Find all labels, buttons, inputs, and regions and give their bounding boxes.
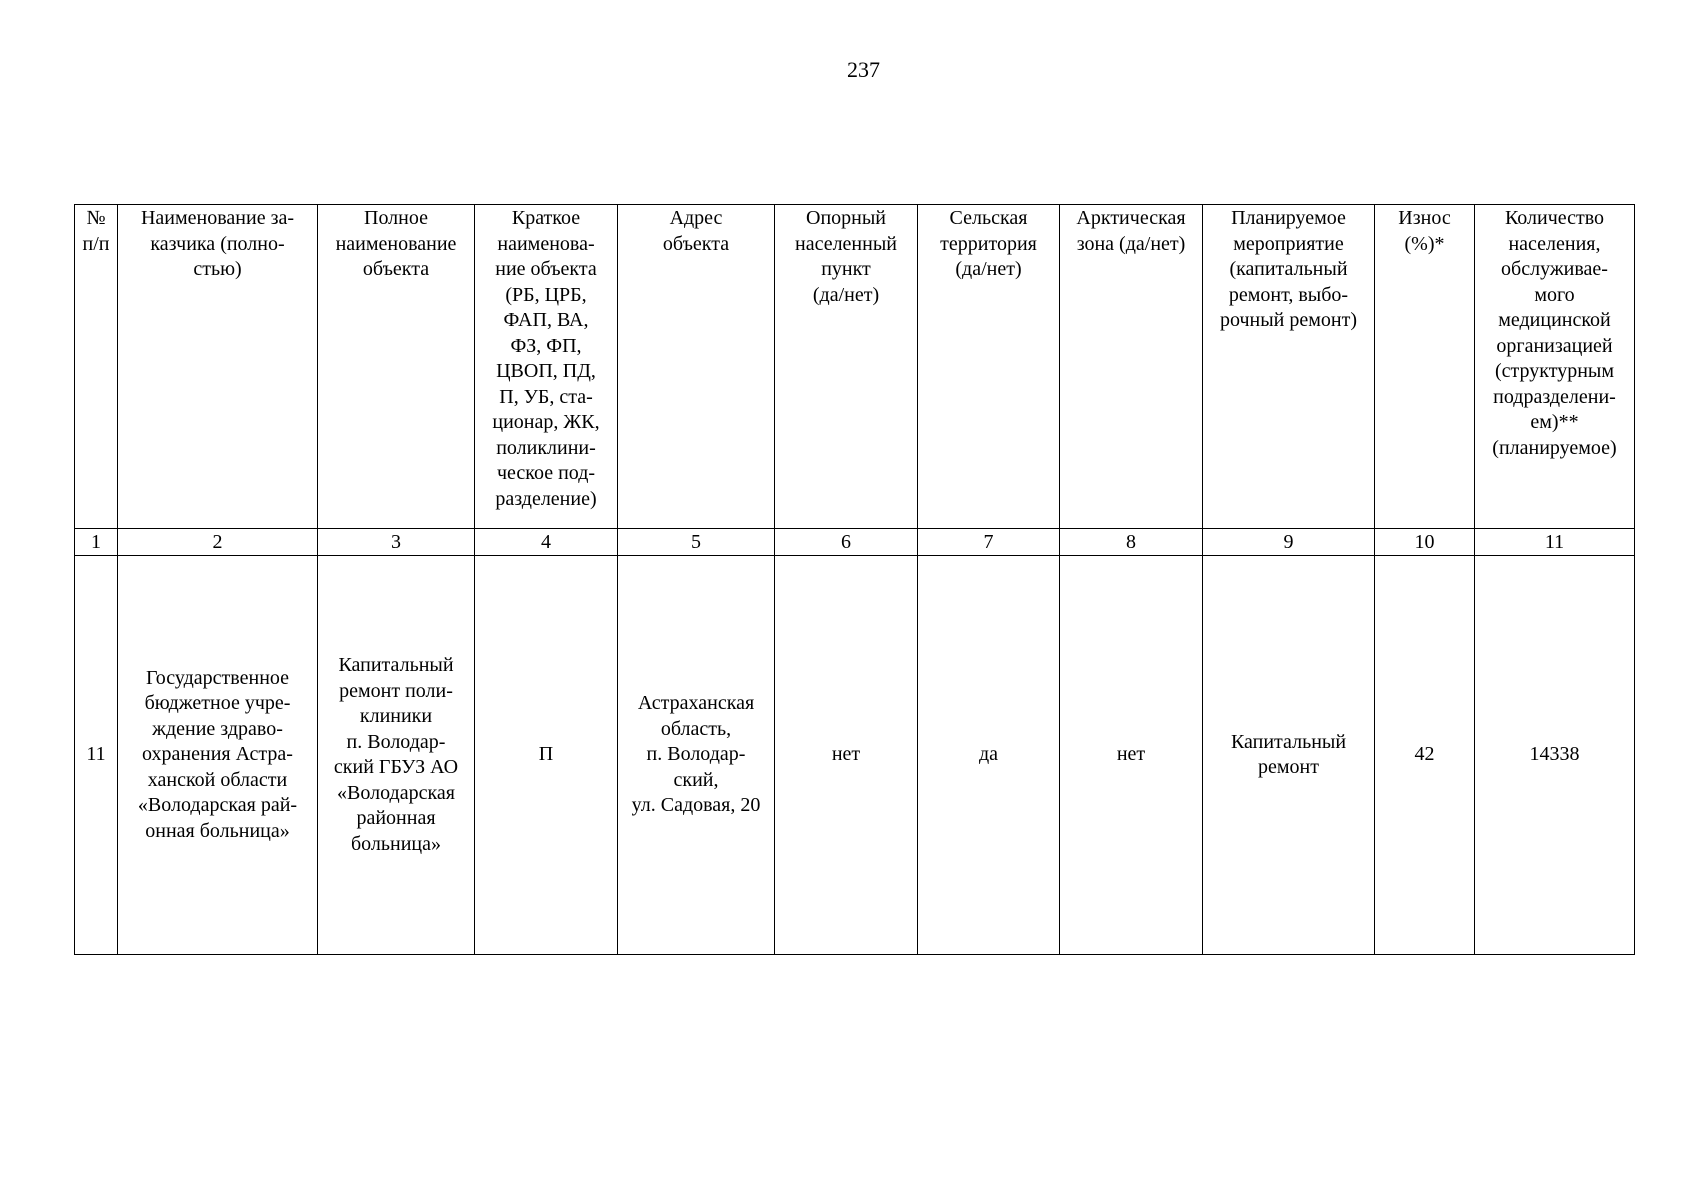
column-number: 9 bbox=[1203, 529, 1375, 556]
object-full-name: Капитальный ремонт поли- клиники п. Володар- ский ГБУЗ АО «Володарская районная больница» bbox=[318, 556, 475, 955]
column-number: 5 bbox=[618, 529, 775, 556]
column-number: 4 bbox=[475, 529, 618, 556]
header-customer-name: Наименование за- казчика (полно- стью) bbox=[118, 205, 318, 529]
header-support-settlement: Опорный населенный пункт (да/нет) bbox=[775, 205, 918, 529]
header-wear-percent: Износ (%)* bbox=[1375, 205, 1475, 529]
column-number: 3 bbox=[318, 529, 475, 556]
header-object-short-name: Краткое наименова- ние объекта (РБ, ЦРБ, ФАП, ВА, ФЗ, ФП, ЦВОП, ПД, П, УБ, ста- ционар, ЖК, поликлини- ческое под- разделение) bbox=[475, 205, 618, 529]
column-number: 8 bbox=[1060, 529, 1203, 556]
arctic-zone: нет bbox=[1060, 556, 1203, 955]
page-number: 237 bbox=[847, 57, 880, 82]
construction-objects-table bbox=[74, 204, 1635, 955]
column-number: 1 bbox=[75, 529, 118, 556]
header-planned-activity: Планируемое мероприятие (капитальный ремонт, выбо- рочный ремонт) bbox=[1203, 205, 1375, 529]
column-number: 6 bbox=[775, 529, 918, 556]
population-served: 14338 bbox=[1475, 556, 1635, 955]
column-number: 2 bbox=[118, 529, 318, 556]
header-arctic-zone: Арктическая зона (да/нет) bbox=[1060, 205, 1203, 529]
object-short-name: П bbox=[475, 556, 618, 955]
row-number: 11 bbox=[75, 556, 118, 955]
column-number-row bbox=[75, 529, 1635, 556]
column-number: 10 bbox=[1375, 529, 1475, 556]
header-row bbox=[75, 205, 1635, 529]
column-number: 7 bbox=[918, 529, 1060, 556]
customer-name: Государственное бюджетное учре- ждение здраво- охранения Астра- ханской области «Володарская рай- онная больница» bbox=[118, 556, 318, 955]
column-number: 11 bbox=[1475, 529, 1635, 556]
header-object-full-name: Полное наименование объекта bbox=[318, 205, 475, 529]
header-rural-territory: Сельская территория (да/нет) bbox=[918, 205, 1060, 529]
header-population-served: Количество населения, обслуживае- мого медицинской организацией (структурным подразделени- ем)** (планируемое) bbox=[1475, 205, 1635, 529]
header-number: № п/п bbox=[75, 205, 118, 529]
support-settlement: нет bbox=[775, 556, 918, 955]
rural-territory: да bbox=[918, 556, 1060, 955]
wear-percent: 42 bbox=[1375, 556, 1475, 955]
table-row bbox=[75, 556, 1635, 955]
planned-activity: Капитальный ремонт bbox=[1203, 556, 1375, 955]
object-address: Астраханская область, п. Володар- ский, ул. Садовая, 20 bbox=[618, 556, 775, 955]
header-object-address: Адрес объекта bbox=[618, 205, 775, 529]
